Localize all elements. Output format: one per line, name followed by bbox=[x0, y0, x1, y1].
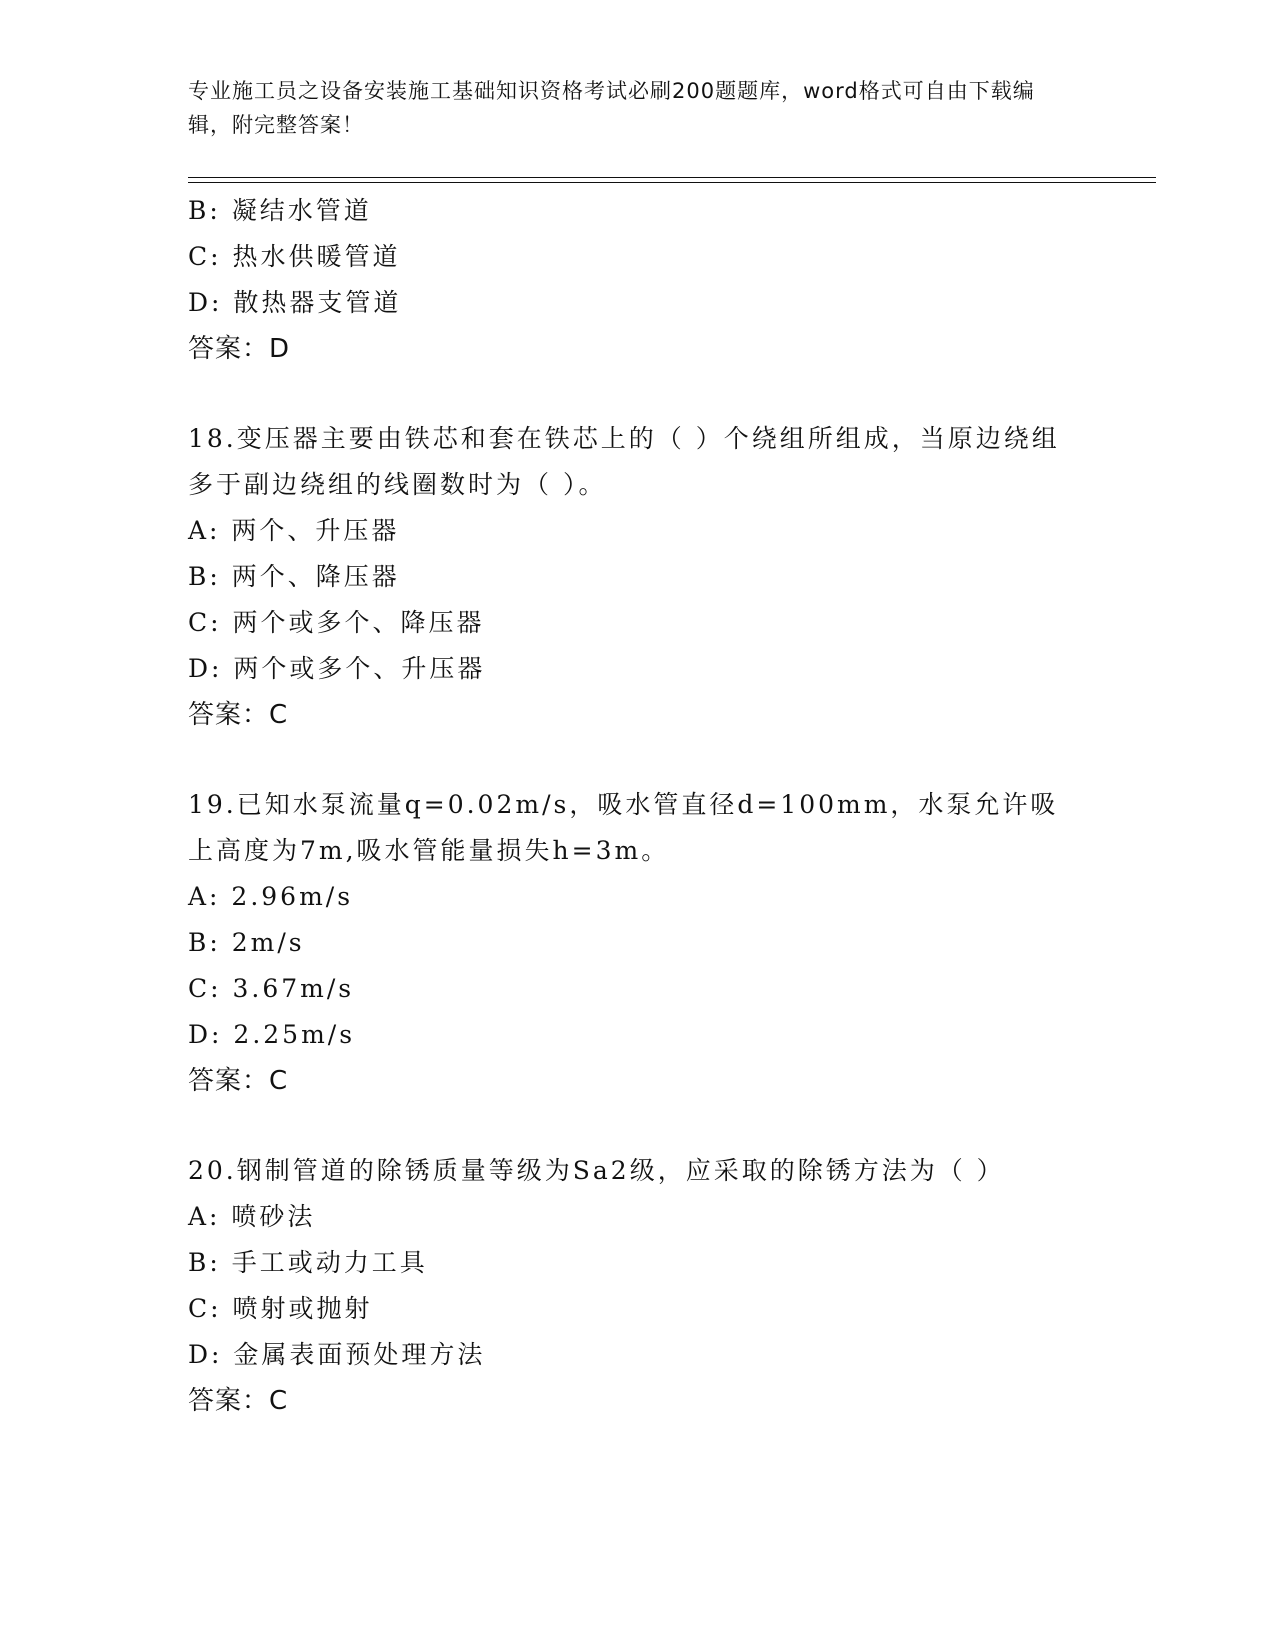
document-header-title: 专业施工员之设备安装施工基础知识资格考试必刷200题题库，word格式可自由下载编辑，附完整答案！ bbox=[188, 79, 1035, 137]
spacer bbox=[188, 738, 1088, 782]
option-d: D: 金属表面预处理方法 bbox=[188, 1340, 486, 1369]
option-d: D: 两个或多个、升压器 bbox=[188, 654, 486, 683]
option-d: D: 散热器支管道 bbox=[188, 288, 402, 317]
header-divider-top bbox=[188, 177, 1156, 178]
spacer bbox=[188, 1104, 1088, 1148]
option-b: B: 凝结水管道 bbox=[188, 196, 372, 225]
option-c: C: 喷射或抛射 bbox=[188, 1294, 373, 1323]
question-18 bbox=[188, 416, 1088, 738]
option-a: A: 2.96m/s bbox=[188, 882, 354, 911]
option-d: D: 2.25m/s bbox=[188, 1020, 356, 1049]
option-c: C: 热水供暖管道 bbox=[188, 242, 401, 271]
header-divider-bottom bbox=[188, 182, 1156, 183]
answer-line: 答案：C bbox=[188, 1066, 289, 1096]
spacer bbox=[188, 372, 1088, 416]
option-a: A: 喷砂法 bbox=[188, 1202, 316, 1231]
option-b: B: 2m/s bbox=[188, 928, 305, 957]
answer-line: 答案：D bbox=[188, 334, 291, 364]
question-list bbox=[188, 188, 1088, 1424]
option-a: A: 两个、升压器 bbox=[188, 516, 400, 545]
question-stem: 19.已知水泵流量q=0.02m/s，吸水管直径d=100mm，水泵允许吸上高度为7m,吸水管能量损失h=3m。 bbox=[188, 790, 1059, 865]
question-20 bbox=[188, 1148, 1088, 1424]
question-19 bbox=[188, 782, 1088, 1104]
option-b: B: 手工或动力工具 bbox=[188, 1248, 428, 1277]
question-17-tail bbox=[188, 188, 1088, 372]
option-b: B: 两个、降压器 bbox=[188, 562, 400, 591]
answer-line: 答案：C bbox=[188, 1386, 289, 1416]
question-stem: 20.钢制管道的除锈质量等级为Sa2级，应采取的除锈方法为（ ） bbox=[188, 1156, 1005, 1185]
question-stem: 18.变压器主要由铁芯和套在铁芯上的（ ）个绕组所组成，当原边绕组多于副边绕组的线圈数时为（ ）。 bbox=[188, 424, 1060, 499]
answer-line: 答案：C bbox=[188, 700, 289, 730]
option-c: C: 3.67m/s bbox=[188, 974, 355, 1003]
option-c: C: 两个或多个、降压器 bbox=[188, 608, 485, 637]
